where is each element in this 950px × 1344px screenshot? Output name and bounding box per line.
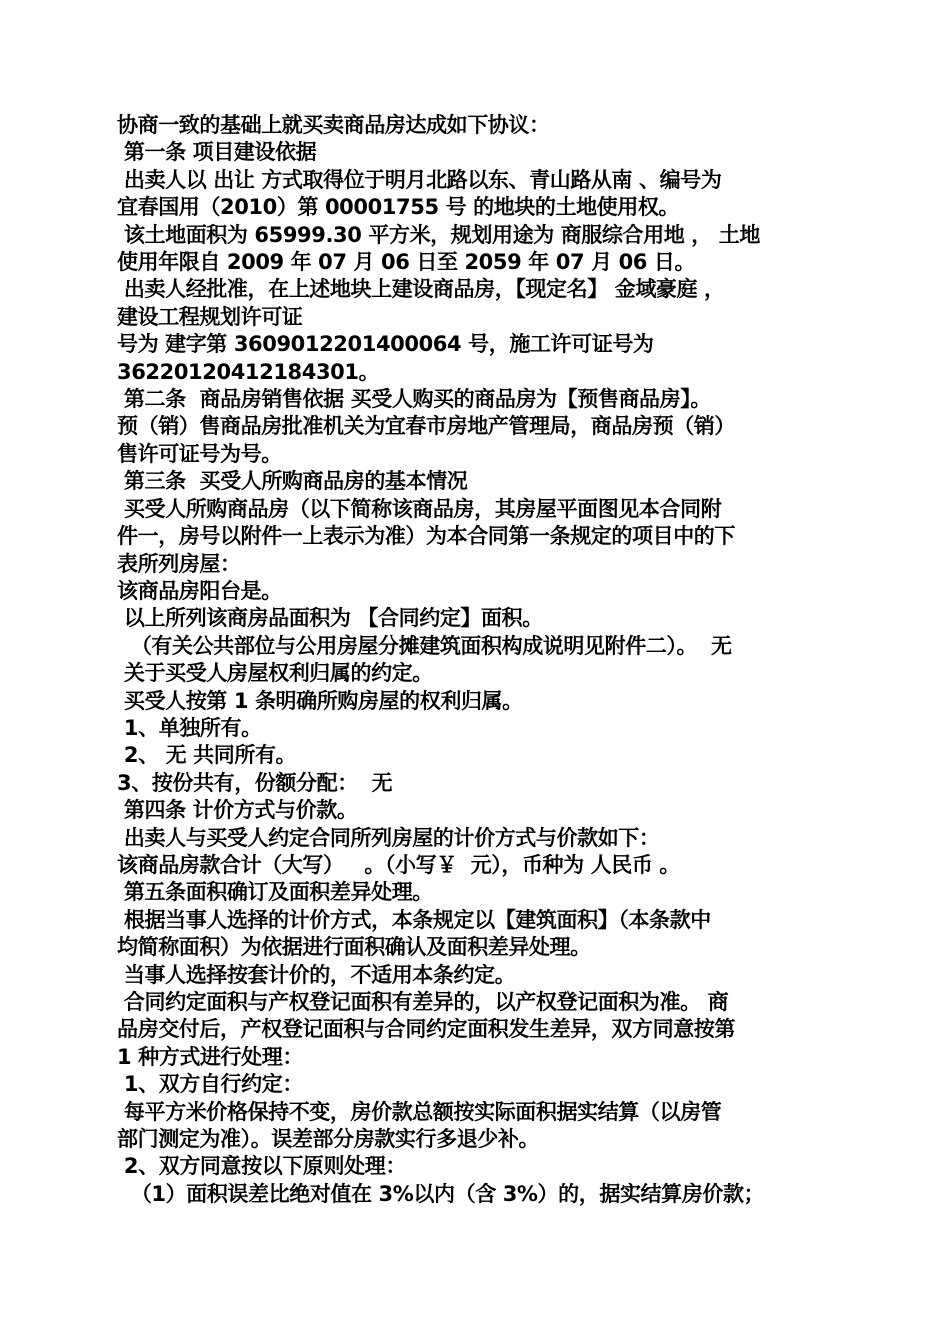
list-item: （1）面积误差比绝对值在 3%以内（含 3%）的，据实结算房价款；	[117, 1181, 765, 1206]
text-line: 售许可证号为号。	[117, 441, 282, 466]
article-heading: 第一条 项目建设依据	[117, 140, 317, 165]
text-line: 买受人按第 1 条明确所购房屋的权利归属。	[117, 688, 523, 713]
text-line: 合同约定面积与产权登记面积有差异的，以产权登记面积为准。 商	[117, 990, 729, 1014]
text-line: 均简称面积）为依据进行面积确认及面积差异处理。	[117, 935, 591, 960]
text-line: 部门测定为准）。误差部分房款实行多退少补。	[117, 1127, 540, 1152]
text-line: 出卖人与买受人约定合同所列房屋的计价方式与价款如下：	[117, 825, 660, 850]
list-item: 2、 无 共同所有。	[117, 743, 297, 768]
text-line: 品房交付后，产权登记面积与合同约定面积发生差异，双方同意按第	[117, 1017, 735, 1042]
text-line: （有关公共部位与公用房屋分摊建筑面积构成说明见附件二）。 无	[117, 633, 732, 658]
text-line: 建设工程规划许可证	[117, 304, 303, 329]
text-line: 预（销）售商品房批准机关为宜春市房地产管理局，商品房预（销）	[117, 414, 735, 439]
text-line: 该商品房阳台是。	[117, 578, 282, 603]
list-item: 2、双方同意按以下原则处理：	[117, 1154, 406, 1179]
contract-text	[117, 112, 847, 1208]
text-line: 36220120412184301。	[117, 359, 380, 384]
list-item: 1、单独所有。	[117, 715, 262, 740]
text-line: 以上所列该商房品面积为 【合同约定】面积。	[117, 606, 543, 631]
text-line: 出卖人经批准，在上述地块上建设商品房，【现定名】 金域豪庭 ，	[117, 277, 725, 302]
text-line: 买受人所购商品房（以下简称该商品房，其房屋平面图见本合同附	[117, 496, 722, 521]
text-line: 协商一致的基础上就买卖商品房达成如下协议：	[117, 113, 550, 137]
text-line: 关于买受人房屋权利归属的约定。	[117, 661, 433, 686]
text-line: 根据当事人选择的计价方式，本条规定以【建筑面积】（本条款中	[117, 907, 711, 932]
text-line: 件一，房号以附件一上表示为准）为本合同第一条规定的项目中的下	[117, 524, 735, 549]
article-heading: 第四条 计价方式与价款。	[117, 798, 358, 823]
text-line: 该商品房款合计（大写） 。（小写￥ 元），币种为 人民币 。	[117, 852, 680, 877]
text-line: 出卖人以 出让 方式取得位于明月北路以东、青山路从南 、编号为	[117, 167, 722, 192]
text-line: 1 种方式进行处理：	[117, 1044, 303, 1069]
text-line: 号为 建字第 3609012201400064 号，施工许可证号为	[117, 332, 654, 357]
article-heading: 第二条 商品房销售依据 买受人购买的商品房为【预售商品房】。	[117, 387, 711, 412]
article-heading: 第五条面积确订及面积差异处理。	[117, 880, 433, 905]
text-line: 当事人选择按套计价的，不适用本条约定。	[117, 962, 516, 987]
text-line: 该土地面积为 65999.30 平方米，规划用途为 商服综合用地 ， 土地	[117, 222, 760, 247]
text-line: 宜春国用（2010）第 00001755 号 的地块的土地使用权。	[117, 195, 680, 220]
list-item: 3、按份共有，份额分配： 无	[117, 770, 393, 795]
list-item: 1、双方自行约定：	[117, 1072, 303, 1097]
article-heading: 第三条 买受人所购商品房的基本情况	[117, 469, 468, 494]
text-line: 表所列房屋：	[117, 551, 241, 576]
text-line: 使用年限自 2009 年 07 月 06 日至 2059 年 07 月 06 日。	[117, 250, 696, 275]
text-line: 每平方米价格保持不变，房价款总额按实际面积据实结算（以房管	[117, 1099, 722, 1124]
